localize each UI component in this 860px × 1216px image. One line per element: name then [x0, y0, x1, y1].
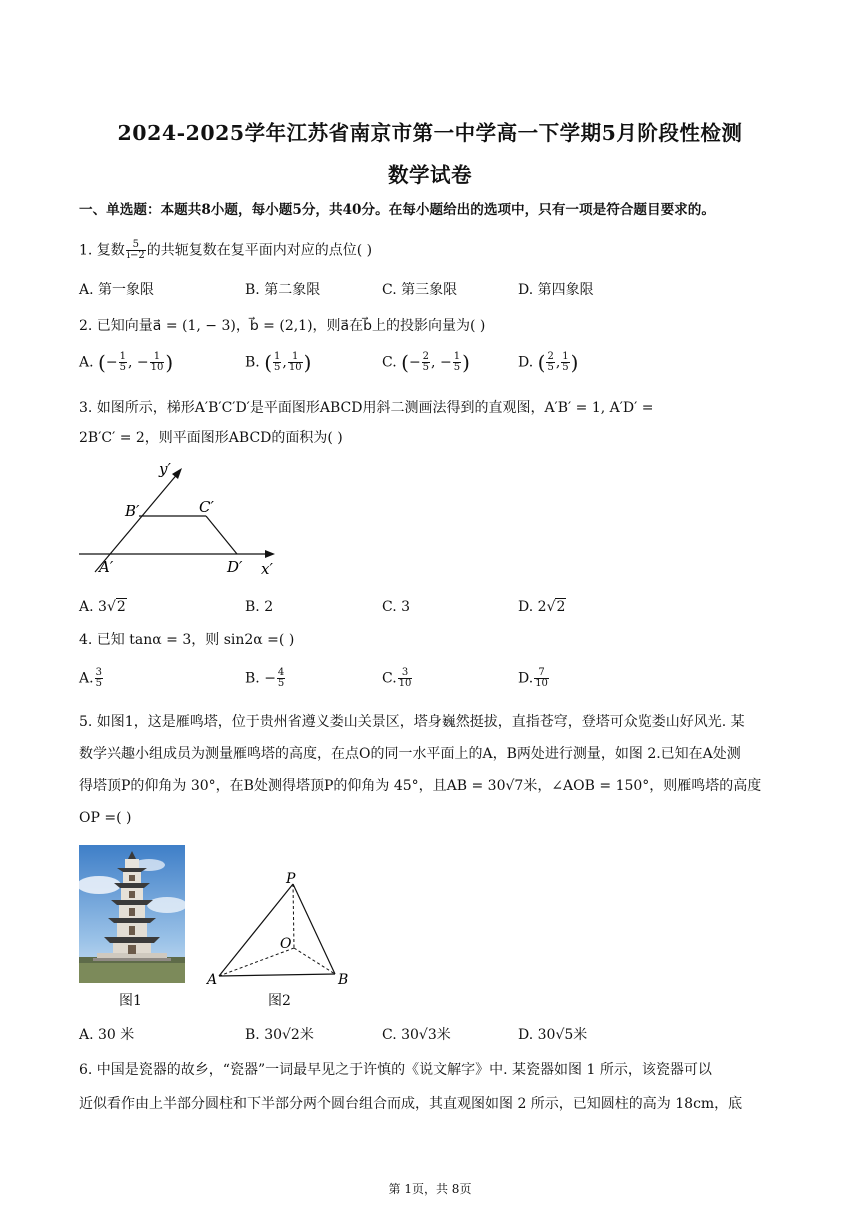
- q5-option-a: A. 30 米: [79, 1027, 135, 1043]
- label-a: A′: [99, 558, 114, 576]
- q5-option-d: D. 30√5米: [518, 1027, 588, 1043]
- label-c: C′: [199, 498, 214, 516]
- y-axis: [95, 472, 179, 572]
- label-b: B′: [125, 502, 140, 520]
- question-4: 4. 已知 tanα = 3，则 sin2α =( ): [79, 632, 295, 648]
- q5-option-b: B. 30√2米: [245, 1027, 314, 1043]
- label-a: A: [207, 972, 218, 988]
- label-d: D′: [227, 558, 243, 576]
- question-1-post: 的共轭复数在复平面内对应的点位( ): [146, 242, 373, 259]
- tetrahedron-figure: [203, 872, 358, 990]
- label-b: B: [338, 972, 349, 988]
- q5-option-c: C. 30√3米: [382, 1027, 451, 1043]
- question-6-line-2: 近似看作由上半部分圆柱和下半部分两个圆台组合而成，其直观图如图 2 所示，已知圆柱的高为 18cm，底: [79, 1096, 743, 1112]
- edge-p-o: [293, 884, 294, 948]
- q3-option-a: A. 3√2: [79, 599, 126, 615]
- question-5-line-4: OP =( ): [79, 810, 132, 826]
- q1-option-d: D. 第四象限: [518, 282, 594, 298]
- question-2: 2. 已知向量a⃗ = (1, − 3)，b⃗ = (2,1)，则a⃗在b⃗上的投影向量为( ): [79, 318, 486, 334]
- question-5-line-1: 5. 如图1，这是雁鸣塔，位于贵州省遵义娄山关景区，塔身巍然挺拔，直指苍穹，登塔可众览娄山好风光. 某: [79, 714, 745, 730]
- question-6-line-1: 6. 中国是瓷器的故乡，“瓷器”一词最早见之于许慎的《说文解字》中. 某瓷器如图 1 所示，该瓷器可以: [79, 1062, 712, 1078]
- fraction: $\frac{5}{i-2}$: [126, 239, 145, 261]
- trapezoid-figure: [75, 460, 285, 585]
- exam-subtitle: 数学试卷: [388, 163, 472, 187]
- pagoda-photo: [79, 845, 185, 983]
- q2-option-a: A. (− $\frac{1}{5}$ , − $\frac{1}{10}$ ): [79, 350, 174, 375]
- q1-option-c: C. 第三象限: [382, 282, 458, 298]
- q4-option-d: D. $\frac{7}{10}$: [518, 667, 548, 689]
- q3-option-d: D. 2√2: [518, 599, 566, 615]
- question-3-line-2: 2B′C′ = 2，则平面图形ABCD的面积为( ): [79, 430, 343, 446]
- page-footer: 第 1页，共 8页: [388, 1182, 472, 1196]
- y-axis-arrow: [172, 468, 182, 479]
- q3-option-b: B. 2: [245, 599, 274, 615]
- label-p: P: [286, 872, 296, 887]
- label-y: y′: [159, 460, 171, 478]
- question-1-pre: 1. 复数: [79, 242, 125, 259]
- x-axis-arrow: [265, 550, 275, 558]
- q2-option-d: D. ( $\frac{2}{5}$ , $\frac{1}{5}$ ): [518, 350, 579, 375]
- q2-option-c: C. (− $\frac{2}{5}$ , − $\frac{1}{5}$ ): [382, 350, 470, 375]
- q4-option-c: C. $\frac{3}{10}$: [382, 667, 412, 689]
- q2-option-b: B. ( $\frac{1}{5}$ , $\frac{1}{10}$ ): [245, 350, 312, 375]
- q1-option-a: A. 第一象限: [79, 282, 155, 298]
- figure-2-caption: 图2: [268, 993, 291, 1009]
- figure-1-caption: 图1: [119, 993, 142, 1009]
- q4-option-b: B. − $\frac{4}{5}$: [245, 667, 285, 689]
- segment-c-d: [206, 516, 237, 554]
- question-5-line-2: 数学兴趣小组成员为测量雁鸣塔的高度，在点O的同一水平面上的A，B两处进行测量，如图 2.已知在A处测: [79, 746, 741, 762]
- question-5-line-3: 得塔顶P的仰角为 30°，在B处测得塔顶P的仰角为 45°，且AB = 30√7米，∠AOB = 150°，则雁鸣塔的高度: [79, 778, 762, 794]
- question-1: [79, 240, 372, 261]
- q4-option-a: A. $\frac{3}{5}$: [79, 667, 102, 689]
- q3-option-c: C. 3: [382, 599, 411, 615]
- section-heading: 一、单选题：本题共8小题，每小题5分，共40分。在每小题给出的选项中，只有一项是符合题目要求的。: [79, 202, 715, 218]
- label-x: x′: [261, 560, 273, 578]
- q1-option-b: B. 第二象限: [245, 282, 321, 298]
- edge-a-b: [219, 974, 335, 976]
- label-o: O: [280, 936, 292, 952]
- pagoda-illustration: [79, 845, 185, 983]
- exam-title: 2024-2025学年江苏省南京市第一中学高一下学期5月阶段性检测: [117, 121, 743, 145]
- question-3-line-1: 3. 如图所示，梯形A′B′C′D′是平面图形ABCD用斜二测画法得到的直观图，A′B′ = 1, A′D′ =: [79, 400, 654, 416]
